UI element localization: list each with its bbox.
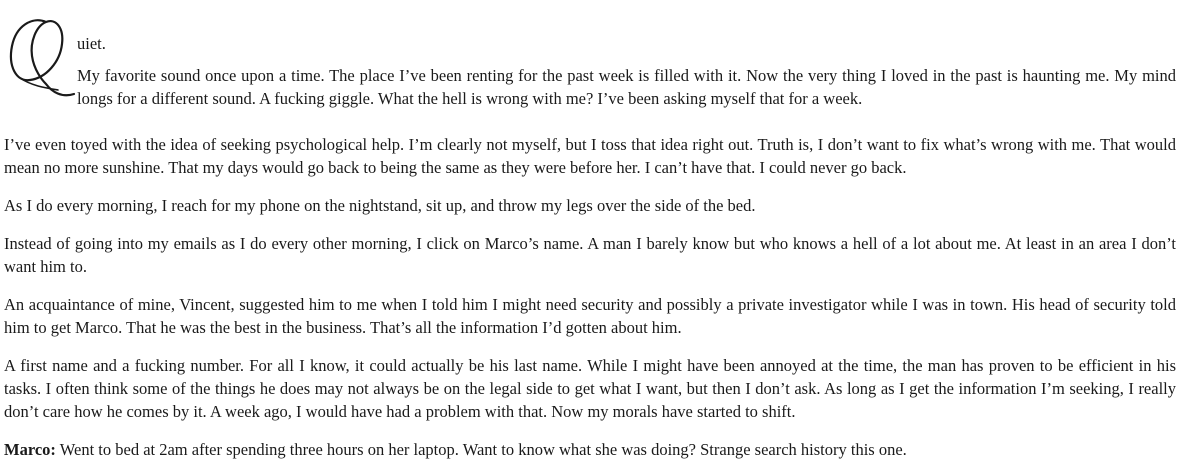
paragraph-5: An acquaintance of mine, Vincent, suggested him to me when I told him I might need security and possibly a private investigator while I was in town. His head of security told him to get Marco. That he was the best in the business. That’s all the information I’d gotten about him. bbox=[4, 295, 1176, 337]
message-line bbox=[4, 438, 1176, 461]
message-speaker: Marco: bbox=[4, 440, 56, 459]
opening-section bbox=[4, 0, 1176, 118]
opening-line bbox=[77, 32, 1176, 55]
paragraph-1: My favorite sound once upon a time. The place I’ve been renting for the past week is filled with it. Now the very thing I loved in the past is haunting me. My mind longs for a different sound. A fucking giggle. What the hell is wrong with me? I’ve been asking myself that for a week. bbox=[77, 66, 1176, 108]
document-page bbox=[4, 0, 1176, 461]
decorative-dropcap bbox=[2, 8, 78, 104]
paragraph-2: I’ve even toyed with the idea of seeking psychological help. I’m clearly not myself, but I toss that idea right out. Truth is, I don’t want to fix what’s wrong with me. That would mean no more sunshine. That my days would go back to being the same as they were before her. I can’t have that. I could never go back. bbox=[4, 135, 1176, 177]
message-text: Went to bed at 2am after spending three hours on her laptop. Want to know what she was doing? Strange search history this one. bbox=[55, 440, 907, 459]
opening-text: uiet. bbox=[77, 34, 106, 53]
paragraph-3: As I do every morning, I reach for my phone on the nightstand, sit up, and throw my legs over the side of the bed. bbox=[4, 196, 756, 215]
paragraph-6: A first name and a fucking number. For all I know, it could actually be his last name. While I might have been annoyed at the time, the man has proven to be efficient in his tasks. I often think some of the things he does may not always be on the legal side to get what I want, but then I don’t ask. As long as I get the information I’m seeking, I really don’t care how he comes by it. A week ago, I would have had a problem with that. Now my morals have started to shift. bbox=[4, 356, 1176, 421]
paragraph-4: Instead of going into my emails as I do every other morning, I click on Marco’s name. A man I barely know but who knows a hell of a lot about me. At least in an area I don’t want him to. bbox=[4, 234, 1176, 276]
